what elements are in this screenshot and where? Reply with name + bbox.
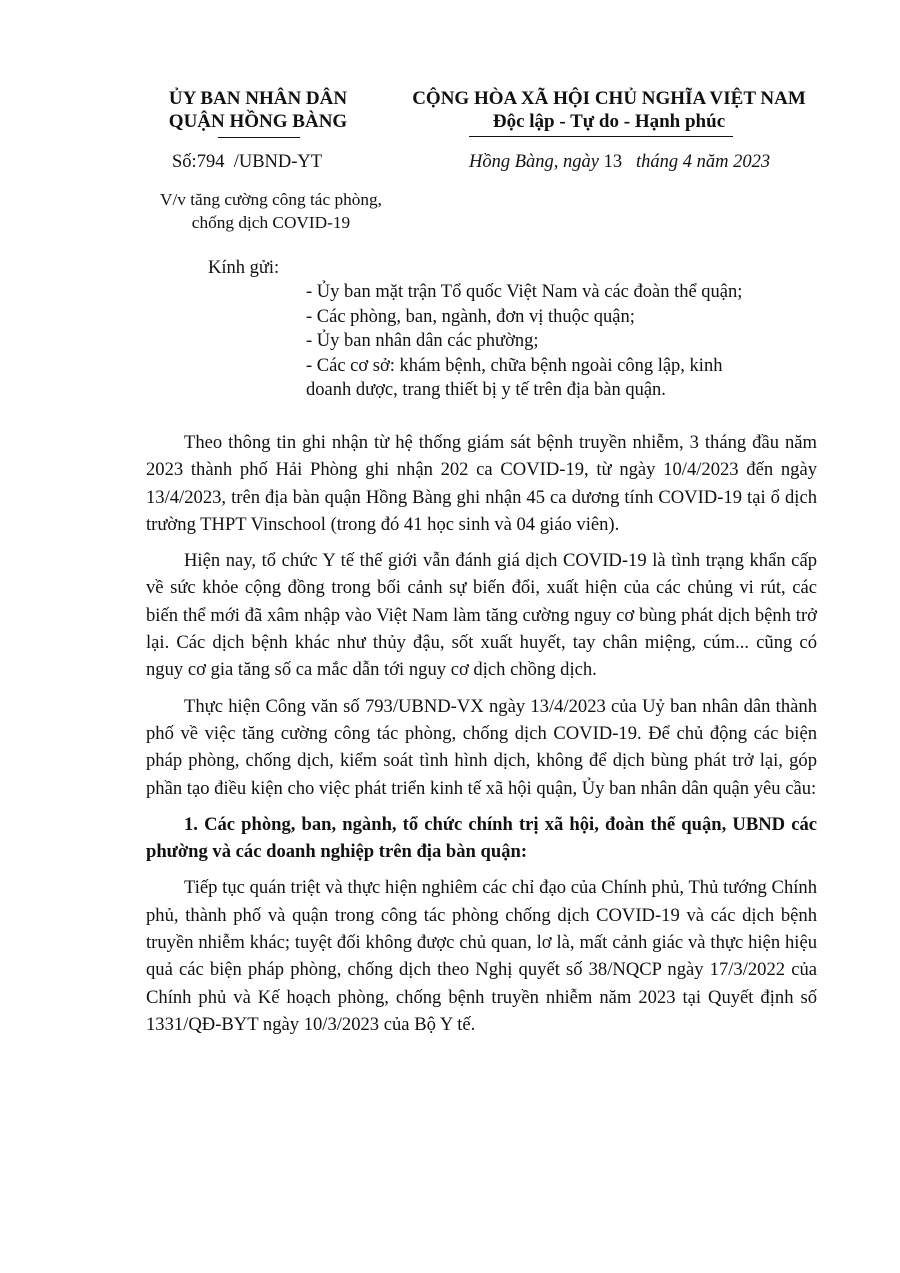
body-paragraph-1: Theo thông tin ghi nhận từ hệ thống giám sát bệnh truyền nhiễm, 3 tháng đầu năm 2023 thành phố Hải Phòng ghi nhận 202 ca COVID-19, từ ngày 10/4/2023 đến ngày 13/4/2023, trên địa bàn quận Hồng Bàng ghi nhận 45 ca dương tính COVID-19 tại ổ dịch trường THPT Vinschool (trong đó 41 học sinh và 04 giáo viên). — [146, 432, 817, 535]
document-date — [469, 152, 770, 173]
document-subject — [140, 189, 402, 234]
country-name: CỘNG HÒA XÃ HỘI CHỦ NGHĨA VIỆT NAM — [412, 88, 806, 109]
body-paragraph-2: Hiện nay, tổ chức Y tế thế giới vẫn đánh giá dịch COVID-19 là tình trạng khẩn cấp về sức khỏe cộng đồng trong bối cảnh sự biến đổi, xuất hiện của các chủng vi rút, các biến thể mới đã xâm nhập vào Việt Nam làm tăng cường nguy cơ bùng phát dịch bệnh trở lại. Các dịch bệnh khác như thủy đậu, sốt xuất huyết, tay chân miệng, cúm... cũng có nguy cơ gia tăng số ca mắc dẫn tới nguy cơ dịch chồng dịch. — [146, 550, 817, 681]
doc-number-suffix: /UBND-YT — [233, 152, 323, 172]
recipient-item: - Ủy ban mặt trận Tổ quốc Việt Nam và các đoàn thể quận; — [306, 282, 743, 302]
motto: Độc lập - Tự do - Hạnh phúc — [492, 111, 726, 132]
date-suffix: tháng 4 năm 2023 — [636, 152, 771, 172]
agency-name: ỦY BAN NHÂN DÂN — [168, 88, 348, 109]
doc-number-value: 794 — [196, 152, 225, 172]
recipients-label: Kính gửi: — [208, 258, 280, 278]
left-header-rule — [218, 137, 300, 138]
recipient-item: - Các phòng, ban, ngành, đơn vị thuộc quận; — [306, 306, 635, 327]
recipient-item: doanh dược, trang thiết bị y tế trên địa bàn quận. — [306, 380, 666, 400]
right-header-rule — [469, 136, 733, 137]
date-prefix: Hồng Bàng, ngày — [469, 152, 599, 172]
recipient-item: - Các cơ sở: khám bệnh, chữa bệnh ngoài công lập, kinh — [306, 355, 723, 376]
recipient-item: - Ủy ban nhân dân các phường; — [306, 331, 539, 351]
body-paragraph-4: Tiếp tục quán triệt và thực hiện nghiêm các chỉ đạo của Chính phủ, Thủ tướng Chính phủ, thành phố và quận trong công tác phòng chống dịch COVID-19 và các dịch bệnh truyền nhiễm khác; tuyệt đối không được chủ quan, lơ là, mất cảnh giác và thực hiện hiệu quả các biện pháp phòng, chống dịch theo Nghị quyết số 38/NQCP ngày 17/3/2022 của Chính phủ và Kế hoạch phòng, chống bệnh truyền nhiễm năm 2023 tại Quyết định số 1331/QĐ-BYT ngày 10/3/2023 của Bộ Y tế. — [146, 877, 817, 1035]
body-paragraph-3: Thực hiện Công văn số 793/UBND-VX ngày 13/4/2023 của Uỷ ban nhân dân thành phố về việc tăng cường công tác phòng, chống dịch COVID-19. Để chủ động các biện pháp phòng, chống dịch, kiểm soát tình hình dịch, không để dịch bùng phát trở lại, góp phần tạo điều kiện cho việc phát triển kinh tế xã hội quận, Ủy ban nhân dân quận yêu cầu: — [146, 695, 817, 799]
document-number — [172, 152, 322, 173]
subject-line-1: V/v tăng cường công tác phòng, — [160, 190, 382, 209]
subject-line-2: chống dịch COVID-19 — [191, 212, 351, 232]
doc-number-prefix: Số: — [172, 152, 197, 172]
document-body — [146, 429, 817, 1047]
district-name: QUẬN HỒNG BÀNG — [168, 111, 348, 132]
recipients-list — [306, 280, 826, 403]
date-day: 13 — [603, 152, 623, 172]
section-heading-1: 1. Các phòng, ban, ngành, tổ chức chính trị xã hội, đoàn thể quận, UBND các phường và các doanh nghiệp trên địa bàn quận: — [146, 813, 817, 863]
